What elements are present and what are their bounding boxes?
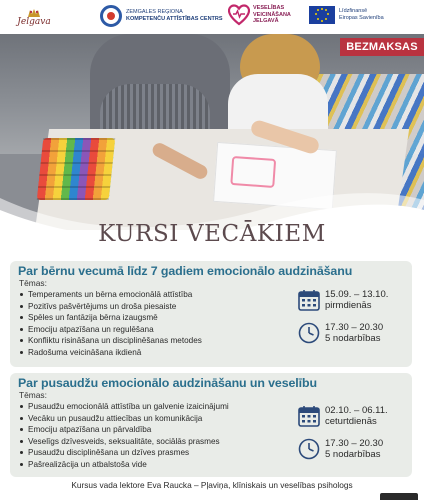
course-card-teenagers [10,373,412,477]
course-heading: Par bērnu vecumā līdz 7 gadiem emocionālo audzināšanu [18,264,353,278]
lecturer-footer: Kursus vada lektore Eva Raucka – Pļaviņa, klīniskais un veselības psihologs [71,480,353,490]
footer-logo-fragment [380,493,418,500]
eu-cofinanced-logo [309,6,384,24]
jelgava-logo-text: Jelgava [17,16,51,27]
eu-line1: Līdzfinansē [339,8,368,14]
list-item: Emociju atpazīšana un pārvaldība [28,424,412,436]
jelgava-logo [14,3,54,31]
clock-icon [298,322,320,344]
course-dates: 15.09. – 13.10. [325,289,389,300]
calendar-icon [298,405,320,427]
vv-line1: VESELĪBAS [253,5,285,12]
list-item: Vecāku un pusaudžu attiecības un komunikācija [28,413,412,425]
list-item: Konfliktu risināšana un disciplinēšanas metodes [28,335,412,347]
course-heading: Par pusaudžu emocionālo audzināšanu un veselību [18,376,317,390]
schedule-dates [298,289,388,311]
list-item: Pusaudžu emocionālā attīstība un galvenie izaicinājumi [28,401,412,413]
logo-bar [0,0,424,34]
list-item: Emociju atpazīšana un regulēšana [28,324,412,336]
zrkac-line2: KOMPETENČU ATTĪSTĪBAS CENTRS [126,16,223,22]
clock-icon [298,438,320,460]
topics-label: Tēmas: [19,390,47,400]
page-title: KURSI VECĀKIEM [98,221,326,247]
list-item: Pašrealizācija un atbalstoša vide [28,459,412,471]
course-time: 17.30 – 20.30 [325,438,384,449]
list-item: Spēles un fantāzija bērna izaugsmē [28,312,412,324]
free-badge: BEZMAKSAS [340,38,424,56]
course-card-children [10,261,412,367]
heart-icon [228,4,250,26]
list-item: Pozitīvs pašvērtējums un droša piesaiste [28,301,412,313]
course-dates: 02.10. – 06.11. [325,405,388,416]
vv-line2: VEICINĀŠANA [253,11,291,18]
veselibas-veicinasana-logo [228,4,291,26]
list-item: Pusaudžu disciplinēšana un dzīves prasmes [28,447,412,459]
schedule-time [298,438,383,460]
course-sessions: 5 nodarbības [325,333,381,344]
zrkac-line1: ZEMGALES REĢIONA [126,9,183,15]
course-time: 17.30 – 20.30 [325,322,384,333]
zrkac-logo [100,5,223,27]
zrkac-logo-icon [100,5,122,27]
schedule-dates [298,405,388,427]
topics-label: Tēmas: [19,278,47,288]
list-item: Veselīgs dzīvesveids, seksualitāte, sociālās prasmes [28,436,412,448]
list-item: Temperaments un bērna emocionālā attīstība [28,289,412,301]
vv-line3: JELGAVĀ [253,18,279,25]
schedule-time [298,322,383,344]
list-item: Radošuma veicināšana ikdienā [28,347,412,359]
calendar-icon [298,289,320,311]
course-sessions: 5 nodarbības [325,449,381,460]
eu-flag-icon [309,6,335,24]
course-day: ceturtdienās [325,416,377,427]
eu-line2: Eiropas Savienība [339,15,384,21]
course-day: pirmdienās [325,300,372,311]
